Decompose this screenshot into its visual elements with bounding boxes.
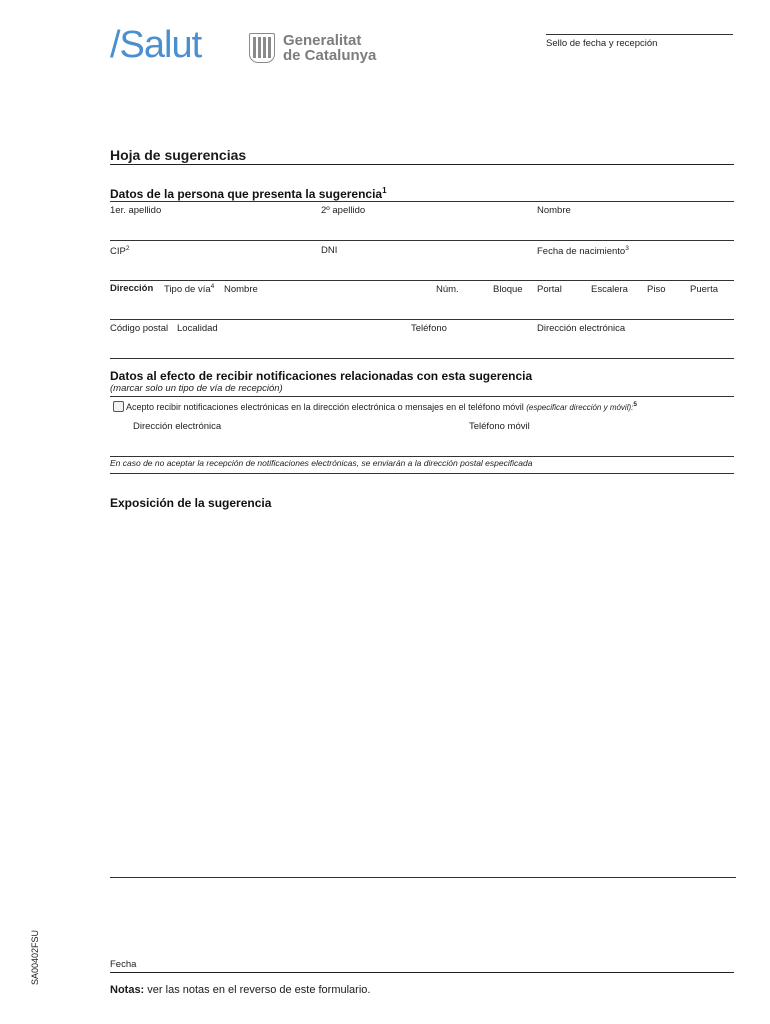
checkbox-label xyxy=(126,401,637,412)
persona-divider xyxy=(110,201,734,202)
tipo-via-label xyxy=(164,283,214,295)
num-label: Núm. xyxy=(436,284,459,295)
generalitat-emblem-icon xyxy=(249,33,275,63)
generalitat-logo-line1: Generalitat xyxy=(283,32,362,49)
tipo-via-text: Tipo de vía xyxy=(164,284,211,296)
row2-line[interactable] xyxy=(110,280,734,281)
notas-text xyxy=(110,984,370,996)
nombre-label: Nombre xyxy=(537,205,571,216)
tipo-via-note: 4 xyxy=(210,283,215,290)
fecha-label: Fecha xyxy=(110,959,137,970)
exposicion-heading: Exposición de la sugerencia xyxy=(110,496,272,510)
notif-direccion-electronica-label: Dirección electrónica xyxy=(133,421,222,432)
notificaciones-divider xyxy=(110,396,734,397)
apellido1-label: 1er. apellido xyxy=(110,205,162,216)
form-code: SA00402FSU xyxy=(30,929,40,985)
dni-label: DNI xyxy=(321,245,338,256)
notif-telefono-movil-label: Teléfono móvil xyxy=(469,421,530,432)
escalera-label: Escalera xyxy=(591,284,628,295)
persona-heading-text: Datos de la persona que presenta la sugerencia xyxy=(110,187,383,201)
notas-body: ver las notas en el reverso de este formulario. xyxy=(147,984,371,996)
nombre-via-label: Nombre xyxy=(224,284,258,295)
stamp-label: Sello de fecha y recepción xyxy=(546,38,658,49)
direccion-electronica-label: Dirección electrónica xyxy=(537,323,626,334)
checkbox-label-text: Acepto recibir notificaciones electrónicas en la dirección electrónica o mensajes en el teléfono móvil xyxy=(126,402,524,412)
portal-label: Portal xyxy=(537,284,562,295)
notificaciones-subheading: (marcar solo un tipo de vía de recepción) xyxy=(110,383,283,394)
row1-line[interactable] xyxy=(110,240,734,241)
checkbox-hint: (especificar dirección y móvil): xyxy=(526,403,634,412)
fecha-nacimiento-text: Fecha de nacimiento xyxy=(537,246,626,258)
apellido2-label: 2º apellido xyxy=(321,205,366,216)
exposicion-bottom-line xyxy=(110,877,736,878)
localidad-label: Localidad xyxy=(177,323,218,334)
row3-line[interactable] xyxy=(110,319,734,320)
persona-heading-note: 1 xyxy=(382,186,387,195)
cip-note: 2 xyxy=(125,245,130,252)
footnote-divider xyxy=(110,473,734,474)
piso-label: Piso xyxy=(647,284,666,295)
generalitat-logo-line2: de Catalunya xyxy=(283,47,377,64)
page-title: Hoja de sugerencias xyxy=(110,147,247,163)
notificaciones-electronicas-checkbox[interactable] xyxy=(113,401,124,412)
cip-label xyxy=(110,245,129,257)
notas-bold: Notas: xyxy=(110,984,145,996)
persona-heading xyxy=(110,186,387,201)
notificaciones-heading: Datos al efecto de recibir notificaciones relacionadas con esta sugerencia xyxy=(110,369,533,383)
checkbox-note: 5 xyxy=(633,401,637,408)
bloque-label: Bloque xyxy=(493,284,523,295)
puerta-label: Puerta xyxy=(690,284,718,295)
telefono-label: Teléfono xyxy=(411,323,447,334)
notif-row-line[interactable] xyxy=(110,456,734,457)
row4-line[interactable] xyxy=(110,358,734,359)
direccion-label: Dirección xyxy=(110,283,154,294)
fecha-line[interactable] xyxy=(110,972,734,973)
stamp-line xyxy=(546,34,733,35)
exposicion-textarea[interactable] xyxy=(110,514,734,876)
title-divider xyxy=(110,164,734,165)
codigo-postal-label: Código postal xyxy=(110,323,169,334)
fecha-nacimiento-label xyxy=(537,245,629,257)
cip-label-text: CIP xyxy=(110,246,126,258)
fecha-nacimiento-note: 3 xyxy=(625,245,629,252)
notificaciones-footnote: En caso de no aceptar la recepción de notificaciones electrónicas, se enviarán a la dirección postal especificada xyxy=(110,458,533,468)
generalitat-logo xyxy=(283,33,376,63)
salut-logo: /Salut xyxy=(110,24,202,66)
